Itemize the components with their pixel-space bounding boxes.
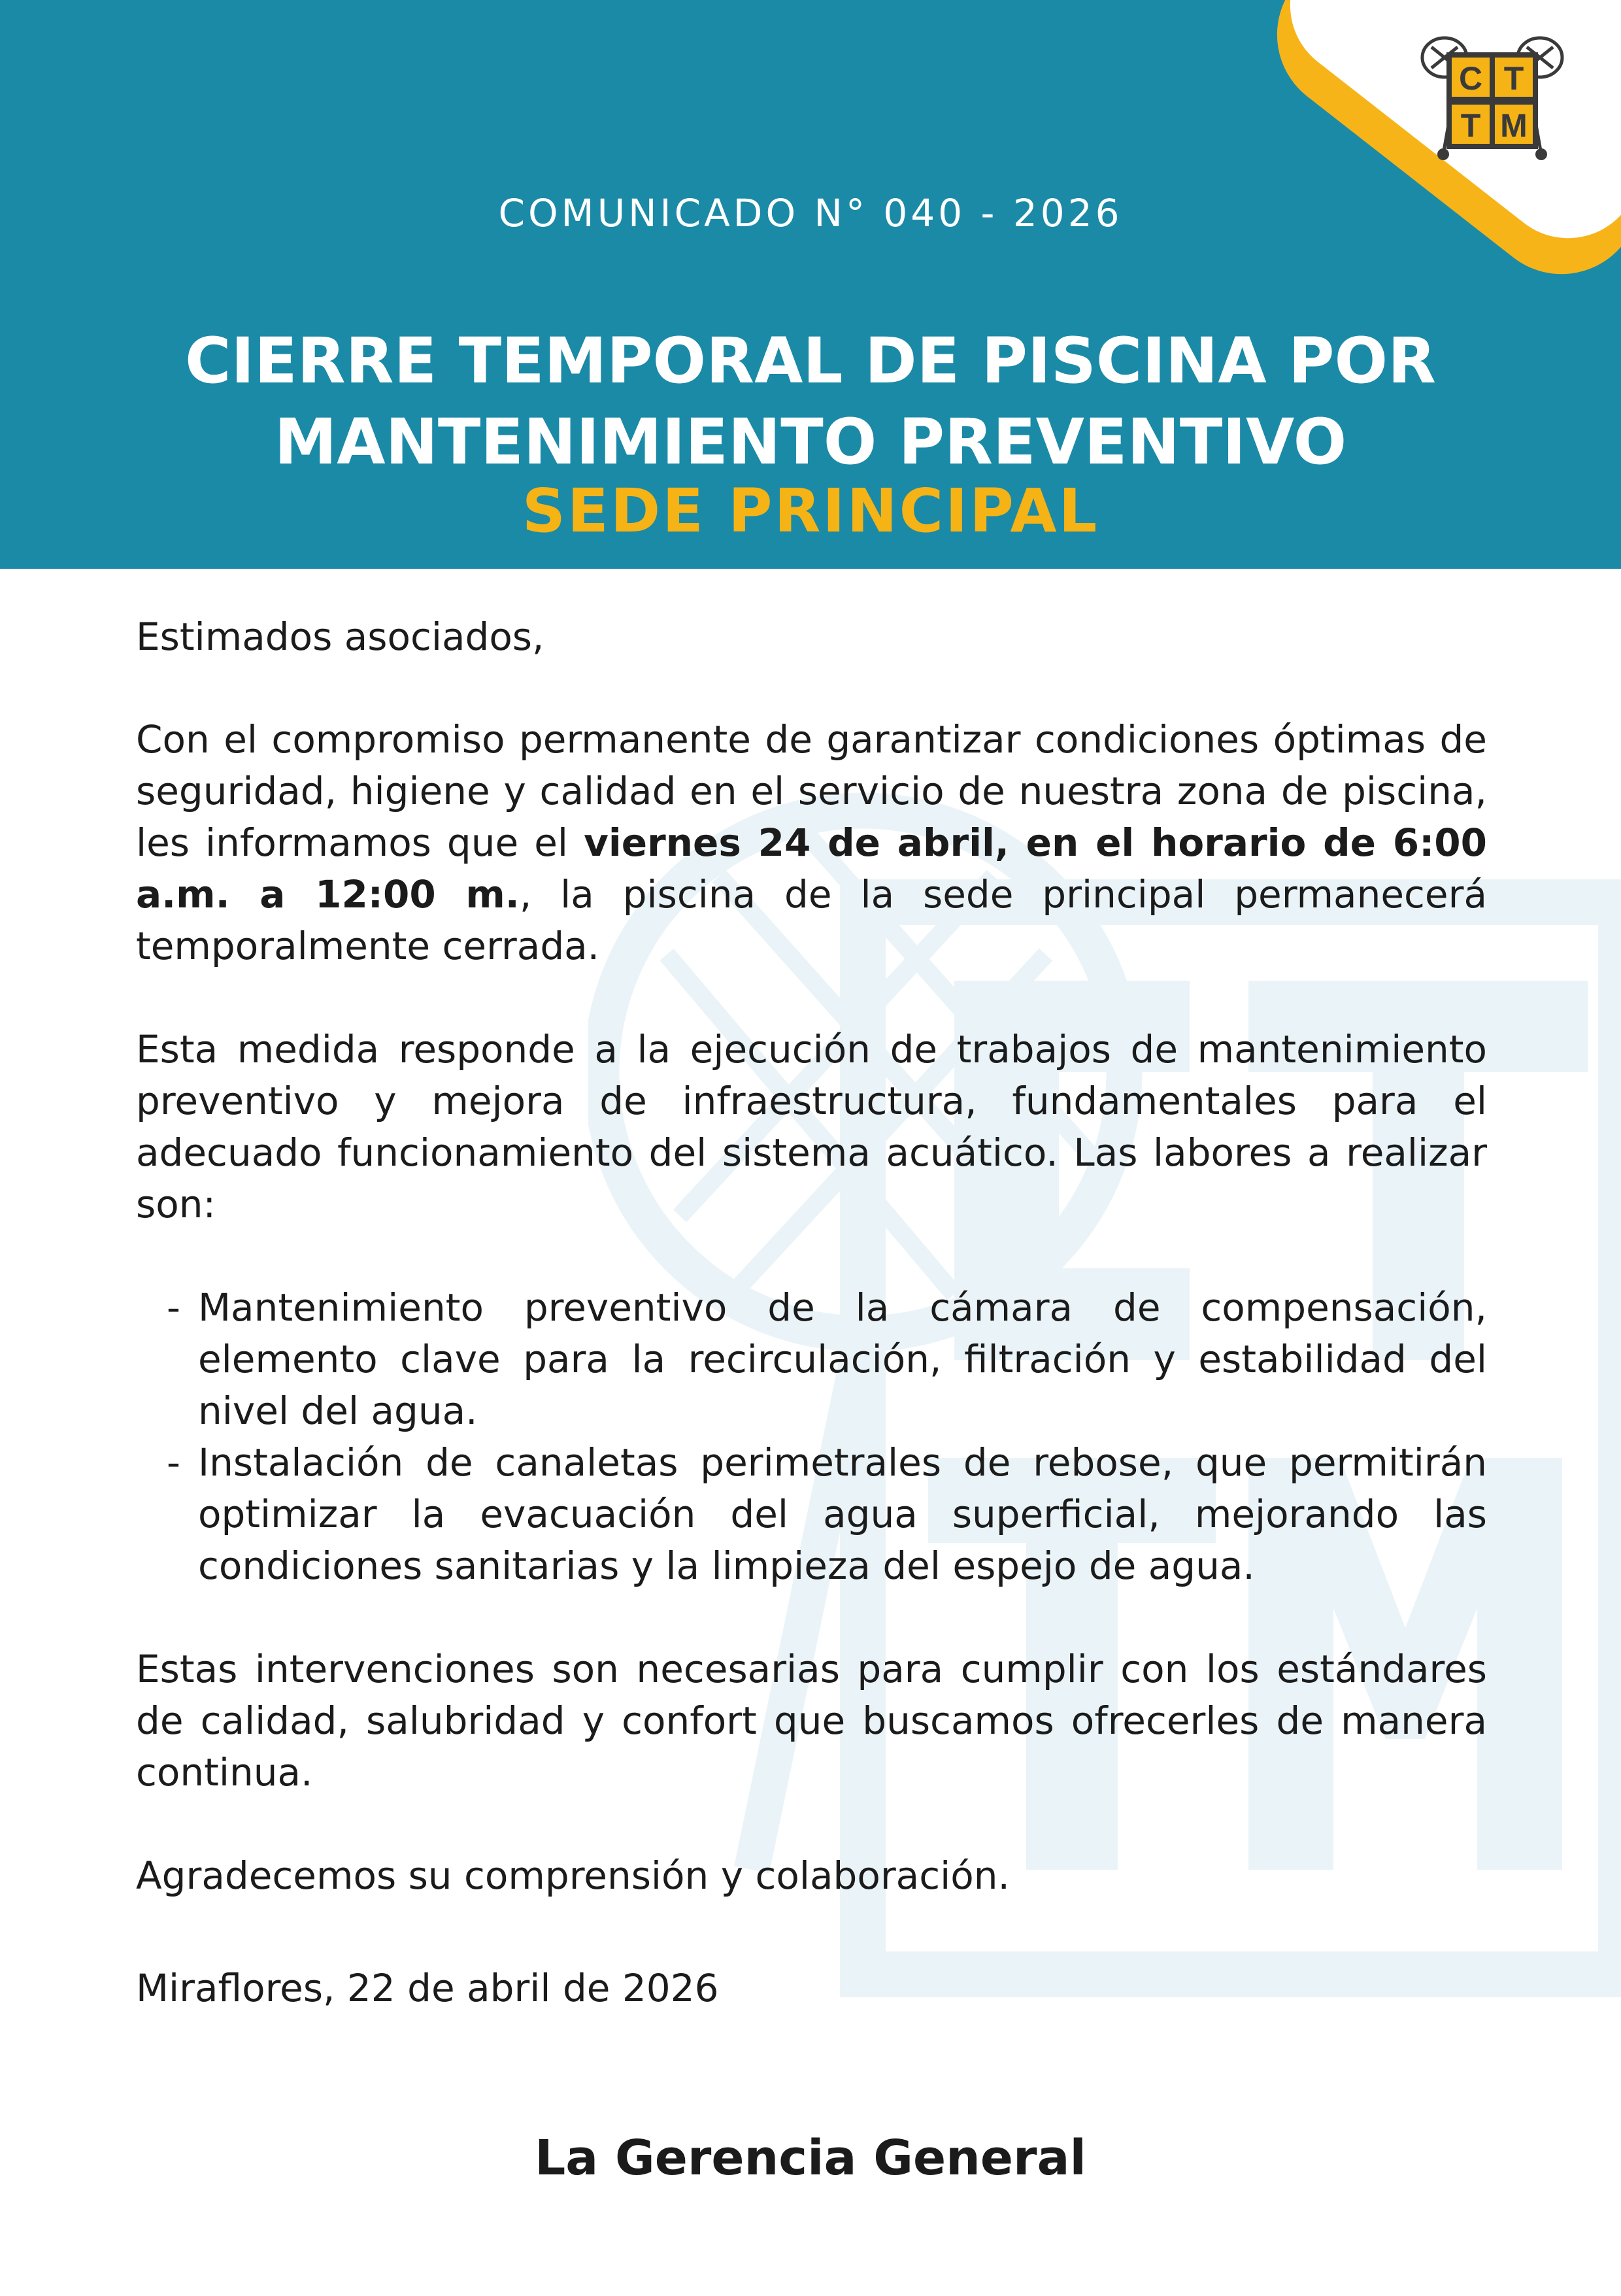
place-date: Miraflores, 22 de abril de 2026 <box>136 1966 719 2010</box>
page-title <box>92 320 1529 482</box>
comunicado-number: COMUNICADO N° 040 - 2026 <box>498 191 1123 235</box>
signature: La Gerencia General <box>535 2130 1086 2186</box>
list-item <box>167 1437 1487 1592</box>
paragraph-announcement <box>136 714 1487 972</box>
greeting: Estimados asociados, <box>136 615 544 659</box>
list-item-text: Instalación de canaletas perimetrales de rebose, que permitirán optimizar la evacuación del agua superficial, mejorando las condiciones sanitarias y la limpieza del espejo de agua. <box>198 1440 1487 1588</box>
list-item <box>167 1282 1487 1437</box>
title-line-1: CIERRE TEMPORAL DE PISCINA POR <box>185 324 1436 397</box>
logo-letter-t1: T <box>1503 60 1524 97</box>
letter-body <box>136 611 1487 2014</box>
dash-bullet: - <box>167 1285 180 1330</box>
works-list <box>136 1282 1487 1592</box>
list-item-text: Mantenimiento preventivo de la cámara de compensación, elemento clave para la recirculación, filtración y estabilidad del nivel del agua. <box>198 1285 1487 1433</box>
paragraph-reason: Esta medida responde a la ejecución de trabajos de mantenimiento preventivo y mejora de infraestructura, fundamentales para el adecuado funcionamiento del sistema acuático. Las labores a realizar son: <box>136 1027 1487 1226</box>
logo-letter-t2: T <box>1460 107 1481 144</box>
closure-date-time: viernes 24 de abril, en el horario de 6:00 a.m. a 12:00 m. <box>136 820 1487 917</box>
logo-letter-c: C <box>1458 60 1483 97</box>
paragraph-standards: Estas intervenciones son necesarias para cumplir con los estándares de calidad, salubridad y confort que buscamos ofrecerles de manera continua. <box>136 1647 1487 1795</box>
announcement-text-start: Con el compromiso permanente de garantizar condiciones óptimas de seguridad, higiene y calidad en el servicio de nuestra zona de piscina, les informamos que el <box>136 717 1487 865</box>
page-subtitle: SEDE PRINCIPAL <box>522 476 1099 546</box>
title-line-2: MANTENIMIENTO PREVENTIVO <box>274 405 1347 479</box>
announcement-text-end: , la piscina de la sede principal permanecerá temporalmente cerrada. <box>136 872 1487 968</box>
club-logo <box>1417 26 1567 163</box>
thanks-line: Agradecemos su comprensión y colaboración. <box>136 1853 1010 1898</box>
logo-letter-m: M <box>1500 107 1528 144</box>
dash-bullet: - <box>167 1440 180 1485</box>
